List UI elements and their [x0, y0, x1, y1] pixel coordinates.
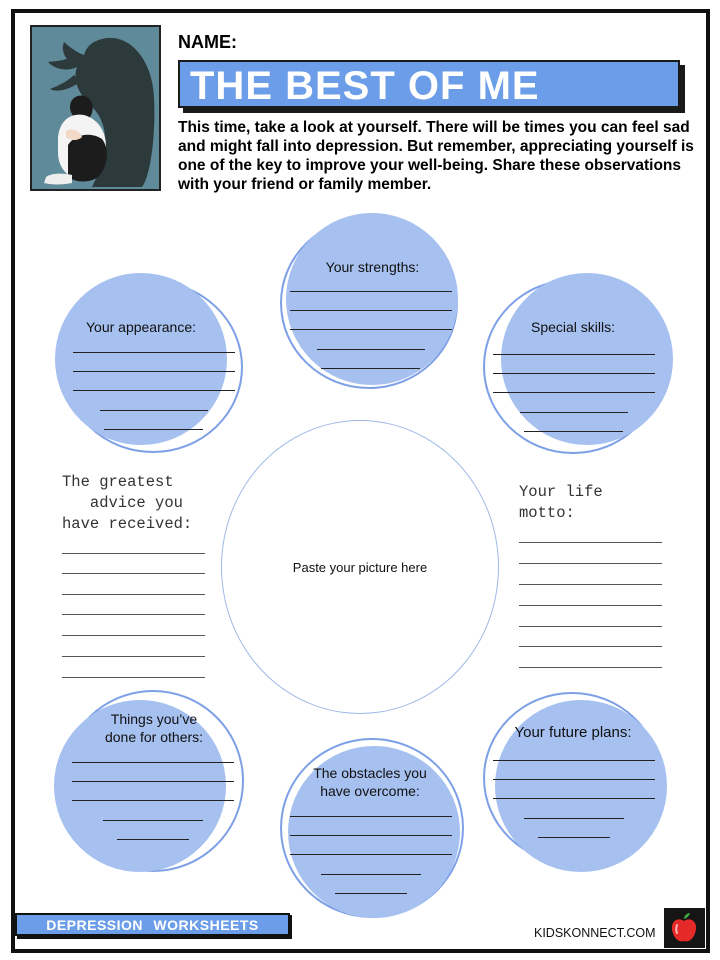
write-line[interactable]	[73, 390, 235, 391]
appearance-label: Your appearance:	[85, 319, 197, 335]
write-line[interactable]	[117, 839, 189, 840]
advice-label: The greatest advice you have received:	[62, 473, 193, 533]
write-line[interactable]	[290, 291, 452, 292]
bubble-obstacles	[280, 738, 470, 923]
write-line[interactable]	[321, 874, 421, 875]
write-line[interactable]	[524, 818, 624, 819]
write-line[interactable]	[73, 371, 235, 372]
write-line[interactable]	[493, 373, 655, 374]
write-line[interactable]	[493, 354, 655, 355]
write-line[interactable]	[290, 854, 452, 855]
write-line[interactable]	[62, 573, 205, 574]
write-line[interactable]	[524, 431, 623, 432]
write-line[interactable]	[317, 349, 425, 350]
intro-text: This time, take a look at yourself. There will be times you can feel sad and might fall into depression. But remember, appreciating yourself is one of the key to improve your well-being. Share these observations with your friend or family member.	[178, 119, 694, 193]
bubble-skills	[483, 273, 675, 458]
write-line[interactable]	[520, 412, 628, 413]
write-line[interactable]	[519, 667, 662, 668]
write-line[interactable]	[72, 762, 234, 763]
write-line[interactable]	[519, 542, 662, 543]
write-line[interactable]	[519, 584, 662, 585]
write-line[interactable]	[62, 677, 205, 678]
others-label: Things you’ve done for others:	[104, 711, 204, 745]
write-line[interactable]	[519, 646, 662, 647]
write-line[interactable]	[519, 605, 662, 606]
skills-label: Special skills:	[530, 319, 616, 335]
bubble-others	[54, 690, 246, 875]
strengths-label: Your strengths:	[325, 259, 420, 275]
write-line[interactable]	[335, 893, 407, 894]
motto-label: Your life motto:	[519, 483, 603, 522]
write-line[interactable]	[290, 329, 452, 330]
future-label: Your future plans:	[514, 724, 632, 741]
write-line[interactable]	[290, 310, 452, 311]
write-line[interactable]	[62, 594, 205, 595]
write-line[interactable]	[290, 816, 452, 817]
footer-bar-label: DEPRESSION WORKSHEETS	[46, 917, 259, 933]
bubble-future	[483, 692, 673, 877]
picture-area-label: Paste your picture here	[292, 560, 428, 575]
write-line[interactable]	[73, 352, 235, 353]
write-line[interactable]	[493, 798, 655, 799]
write-line[interactable]	[62, 614, 205, 615]
write-line[interactable]	[519, 563, 662, 564]
obstacles-label: The obstacles you have overcome:	[313, 765, 427, 799]
write-line[interactable]	[62, 553, 205, 554]
write-line[interactable]	[493, 779, 655, 780]
title-banner	[178, 60, 680, 108]
apple-icon	[664, 908, 705, 948]
write-line[interactable]	[62, 635, 205, 636]
sad-person-with-shadow-icon	[30, 25, 161, 191]
write-line[interactable]	[493, 392, 655, 393]
bubble-strengths	[280, 213, 465, 393]
name-label: NAME:	[178, 32, 237, 52]
write-line[interactable]	[72, 800, 234, 801]
write-line[interactable]	[538, 837, 610, 838]
bubble-appearance	[55, 273, 245, 453]
write-line[interactable]	[104, 429, 203, 430]
write-line[interactable]	[290, 835, 452, 836]
page-title: THE BEST OF ME	[190, 64, 540, 108]
footer-bar	[15, 913, 290, 936]
write-line[interactable]	[103, 820, 203, 821]
write-line[interactable]	[519, 626, 662, 627]
picture-area[interactable]	[221, 420, 499, 714]
write-line[interactable]	[100, 410, 208, 411]
write-line[interactable]	[493, 760, 655, 761]
write-line[interactable]	[62, 656, 205, 657]
site-name: KIDSKONNECT.COM	[534, 926, 656, 940]
write-line[interactable]	[72, 781, 234, 782]
write-line[interactable]	[321, 368, 420, 369]
